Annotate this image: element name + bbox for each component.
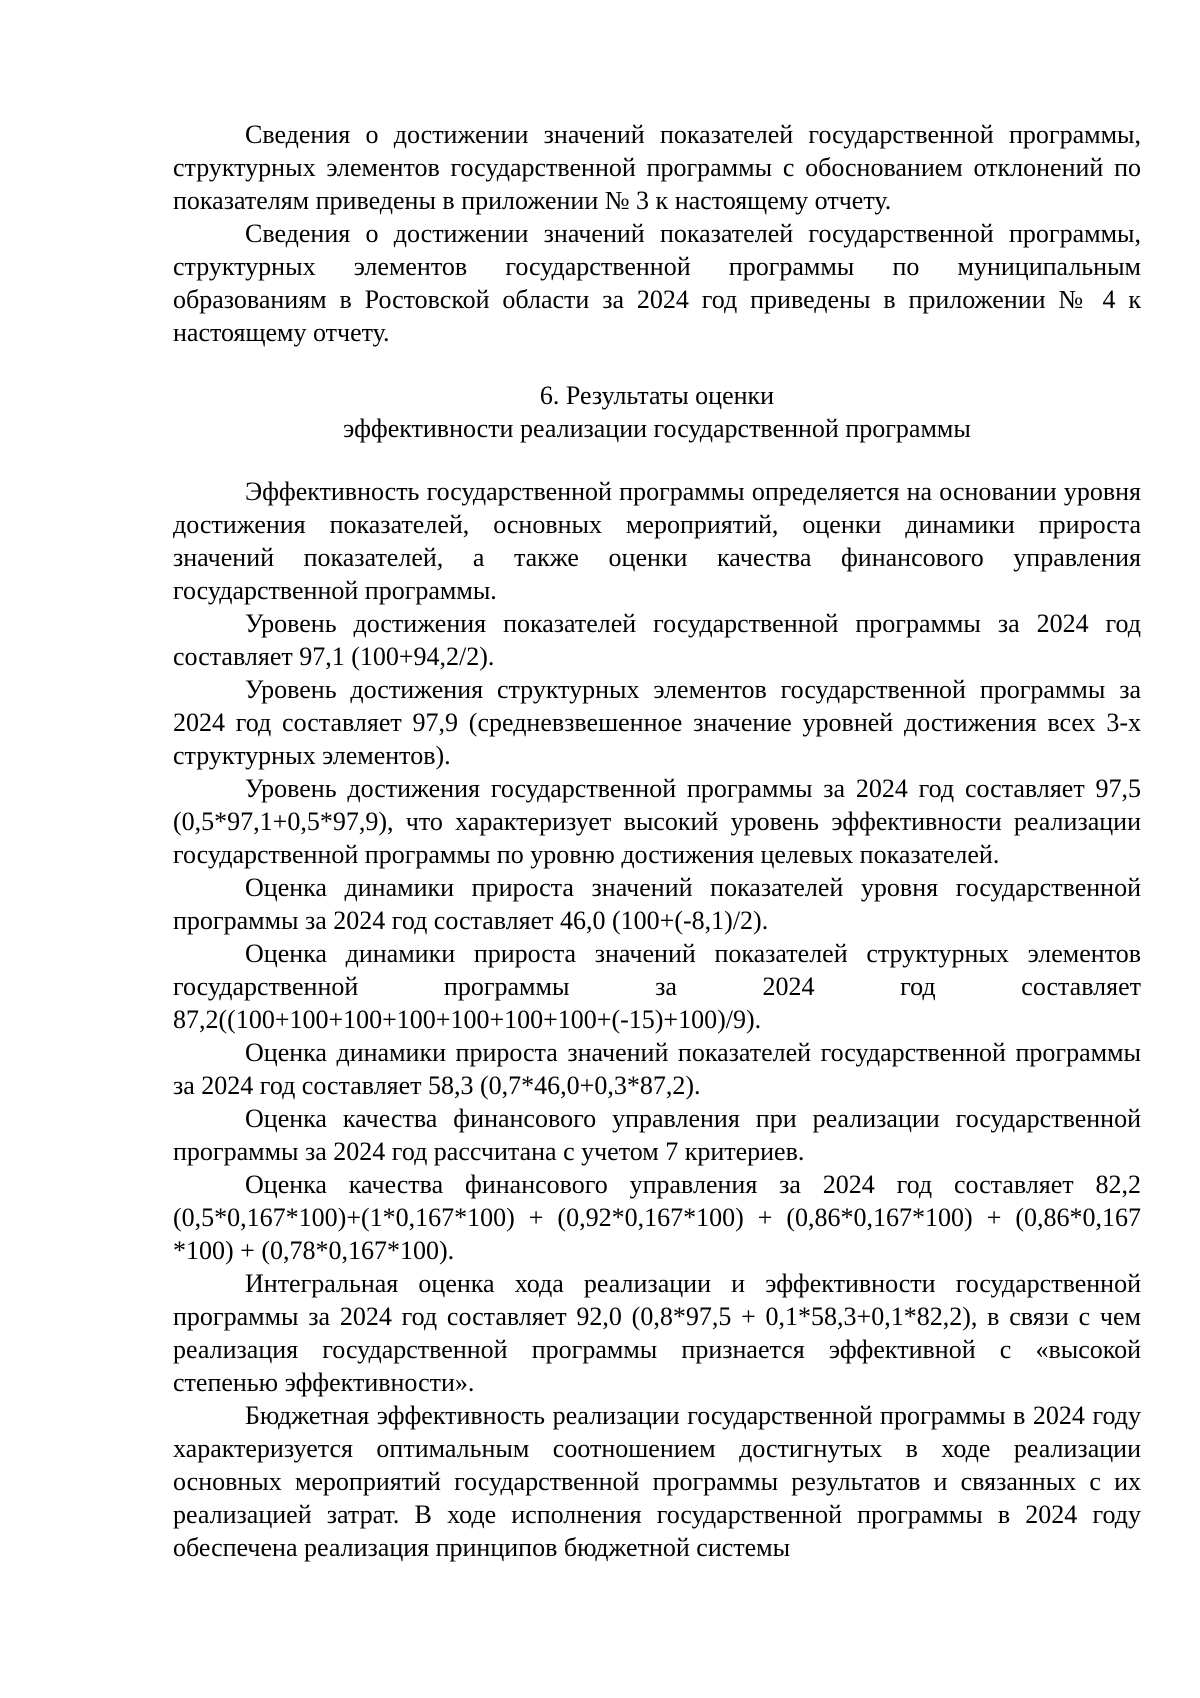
paragraph-appendix-4: Сведения о достижении значений показателей государственной программы, структурных элементов государственной программы по муниципальным образованиям в Ростовской области за 2024 год приведены в приложении № 4 к настоящему отчету. [173, 219, 1141, 347]
paragraph-dynamics-total: Оценка динамики прироста значений показателей государственной программы за 2024 год составляет 58,3 (0,7*46,0+0,3*87,2). [173, 1038, 1141, 1100]
paragraph-budget-efficiency: Бюджетная эффективность реализации государственной программы в 2024 году характеризуется оптимальным соотношением достигнутых в ходе реализации основных мероприятий государственной программы результатов и связанных с их реализацией затрат. В ходе исполнения государственной программы в 2024 году обеспечена реализация принципов бюджетной системы [173, 1401, 1141, 1562]
paragraph-dynamics-program: Оценка динамики прироста значений показателей уровня государственной программы за 2024 год составляет 46,0 (100+(-8,1)/2). [173, 873, 1141, 935]
section-title-line1: 6. Результаты оценки [539, 381, 775, 410]
section-title-line2: эффективности реализации государственной программы [343, 414, 971, 443]
paragraph-financial-criteria: Оценка качества финансового управления при реализации государственной программы за 2024 год рассчитана с учетом 7 критериев. [173, 1104, 1141, 1166]
spacer [173, 349, 1141, 379]
paragraph-appendix-3: Сведения о достижении значений показателей государственной программы, структурных элементов государственной программы с обоснованием отклонений по показателям приведены в приложении № 3 к настоящему отчету. [173, 120, 1141, 215]
paragraph-indicators-level: Уровень достижения показателей государственной программы за 2024 год составляет 97,1 (100+94,2/2). [173, 609, 1141, 671]
paragraph-financial-score: Оценка качества финансового управления за 2024 год составляет 82,2 (0,5*0,167*100)+(1*0,167*100) + (0,92*0,167*100) + (0,86*0,167*100) + (0,86*0,167 *100) + (0,78*0,167*100). [173, 1170, 1141, 1265]
paragraph-efficiency-basis: Эффективность государственной программы определяется на основании уровня достижения показателей, основных мероприятий, оценки динамики прироста значений показателей, а также оценки качества финансового управления государственной программы. [173, 477, 1141, 605]
paragraph-integral-score: Интегральная оценка хода реализации и эффективности государственной программы за 2024 год составляет 92,0 (0,8*97,5 + 0,1*58,3+0,1*82,2), в связи с чем реализация государственной программы признается эффективной с «высокой степенью эффективности». [173, 1269, 1141, 1397]
spacer [173, 445, 1141, 475]
paragraph-structural-elements-level: Уровень достижения структурных элементов государственной программы за 2024 год составляет 97,9 (средневзвешенное значение уровней достижения всех 3-х структурных элементов). [173, 675, 1141, 770]
document-page [173, 118, 1141, 1564]
paragraph-program-level: Уровень достижения государственной программы за 2024 год составляет 97,5 (0,5*97,1+0,5*97,9), что характеризует высокий уровень эффективности реализации государственной программы по уровню достижения целевых показателей. [173, 774, 1141, 869]
paragraph-dynamics-structural: Оценка динамики прироста значений показателей структурных элементов государственной программы за 2024 год составляет 87,2((100+100+100+100+100+100+100+(-15)+100)/9). [173, 939, 1141, 1034]
